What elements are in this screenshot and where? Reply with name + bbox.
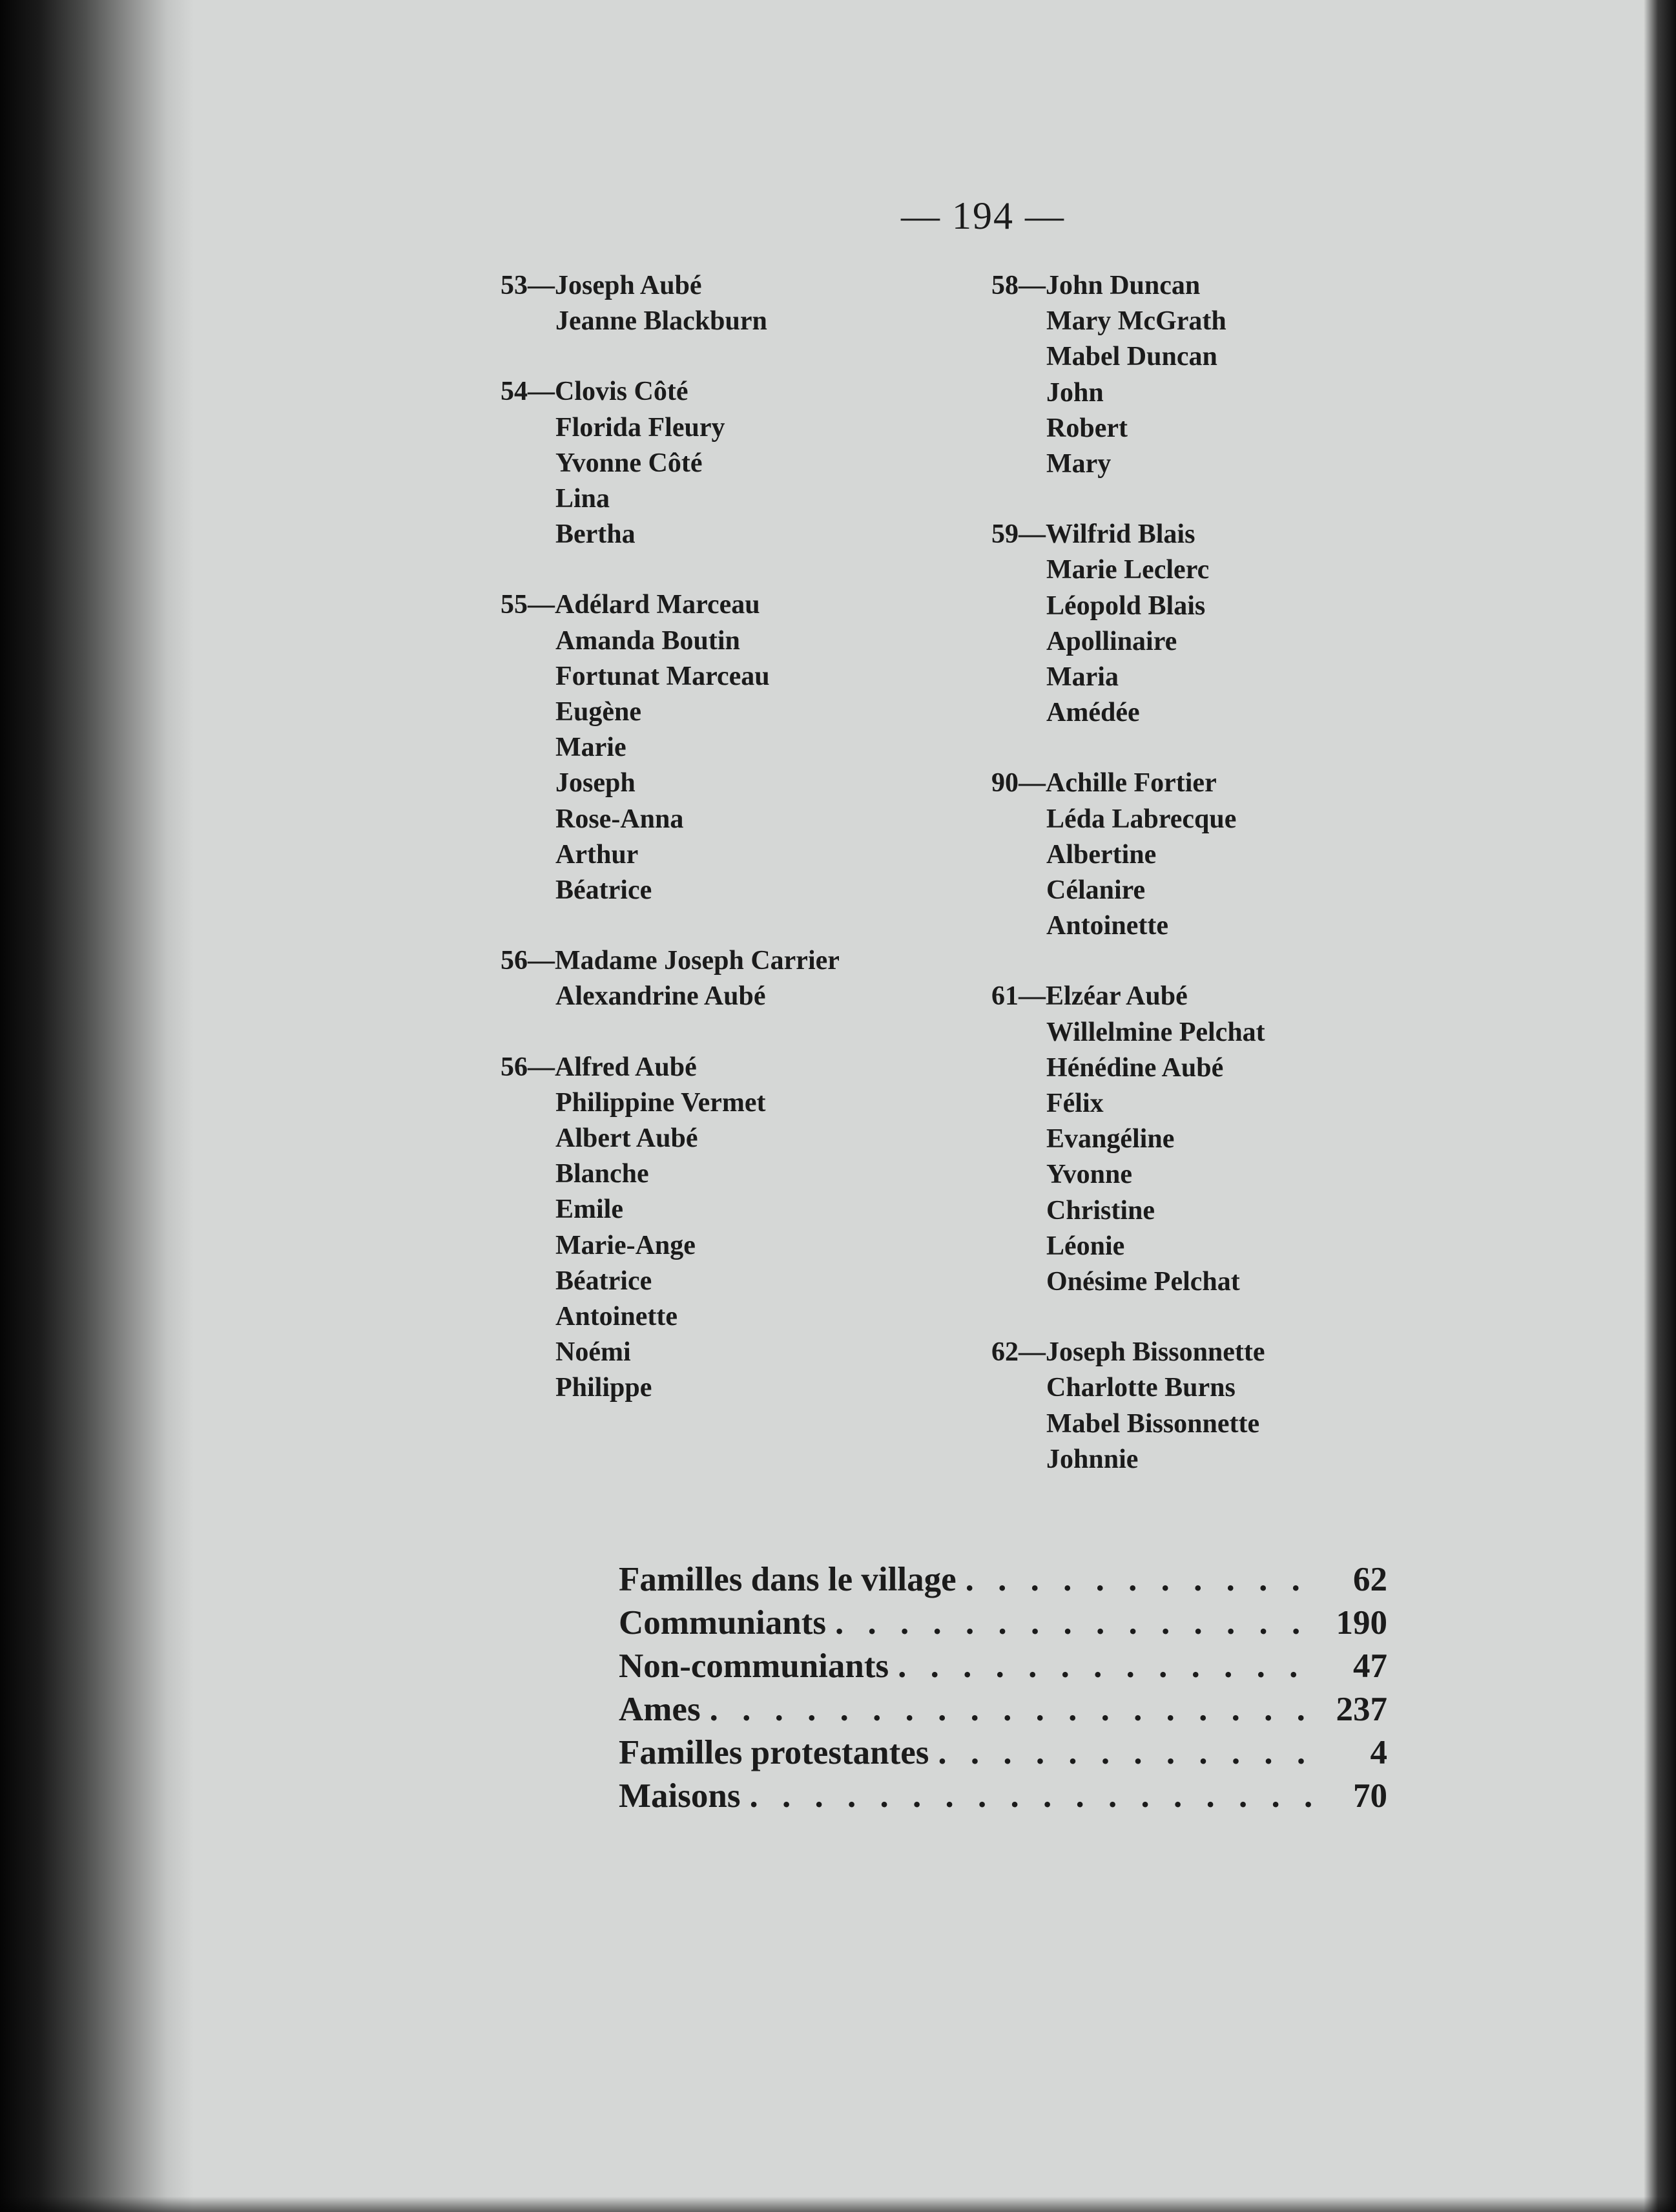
leader-dots: [701, 1690, 1323, 1729]
summary-label: Maisons: [619, 1777, 741, 1815]
family-member-name: Marie Leclerc: [1046, 555, 1210, 585]
family-head-name: 62—Joseph Bissonnette: [991, 1337, 1265, 1368]
family-member-name: Philippe: [555, 1373, 652, 1403]
summary-row: [619, 1647, 1387, 1690]
family-member-name: Antoinette: [1046, 911, 1168, 941]
family-member-name: Albertine: [1046, 839, 1157, 870]
family-member-name: Béatrice: [555, 875, 652, 906]
family-member-name: Bertha: [555, 519, 636, 550]
family-member-name: Léda Labrecque: [1046, 804, 1237, 834]
summary-value: 62: [1353, 1561, 1387, 1598]
family-head-name: 54—Clovis Côté: [501, 377, 688, 407]
family-member-name: Joseph: [555, 768, 636, 798]
family-head-name: 53—Joseph Aubé: [501, 271, 702, 300]
family-member-name: Marie: [555, 733, 626, 763]
family-member-name: John: [1046, 377, 1104, 408]
family-entry: [991, 268, 1265, 482]
family-member-name: Robert: [1046, 413, 1128, 443]
summary-label: Non-communiants: [619, 1647, 889, 1685]
summary-row: [619, 1733, 1387, 1777]
summary-row: [619, 1777, 1387, 1820]
leader-dots: [740, 1777, 1323, 1815]
family-member-name: Marie-Ange: [555, 1230, 696, 1260]
family-member-name: Félix: [1046, 1089, 1104, 1119]
family-member-name: Mabel Bissonnette: [1046, 1408, 1260, 1439]
summary-value: 190: [1336, 1604, 1387, 1642]
family-member-name: Mary: [1046, 449, 1112, 479]
summary-value: 237: [1336, 1691, 1387, 1728]
family-member-name: Amanda Boutin: [555, 625, 740, 656]
family-entry: [501, 587, 840, 908]
family-member-name: Célanire: [1046, 875, 1146, 906]
summary-row: [619, 1603, 1387, 1647]
family-member-name: Noémi: [555, 1337, 631, 1368]
family-entry: [991, 766, 1265, 944]
book-spine-shadow: [0, 0, 194, 2212]
page-right-edge: [1644, 0, 1676, 2212]
family-member-name: Apollinaire: [1046, 626, 1177, 656]
family-member-name: Mary McGrath: [1046, 306, 1226, 337]
family-member-name: Johnnie: [1046, 1444, 1139, 1474]
family-member-name: Alexandrine Aubé: [555, 981, 766, 1012]
family-member-name: Léopold Blais: [1046, 590, 1206, 621]
summary-label: Familles dans le village: [619, 1561, 957, 1598]
family-member-name: Florida Fleury: [555, 412, 725, 443]
family-member-name: Blanche: [555, 1159, 649, 1189]
family-head-name: 61—Elzéar Aubé: [991, 981, 1188, 1012]
family-head-name: 90—Achille Fortier: [991, 768, 1217, 798]
family-entry: [501, 268, 840, 339]
family-member-name: Yvonne: [1046, 1160, 1133, 1190]
family-head-name: 59—Wilfrid Blais: [991, 519, 1195, 550]
summary-row: [619, 1560, 1387, 1603]
family-member-name: Hénédine Aubé: [1046, 1052, 1224, 1083]
family-member-name: Mabel Duncan: [1046, 342, 1217, 372]
family-member-name: Albert Aubé: [555, 1123, 698, 1154]
family-member-name: Eugène: [555, 697, 642, 727]
family-entry: [991, 517, 1265, 731]
family-entry: [501, 374, 840, 552]
family-member-name: Charlotte Burns: [1046, 1373, 1236, 1403]
family-member-name: Emile: [555, 1195, 623, 1225]
family-member-name: Antoinette: [555, 1302, 678, 1332]
summary-label: Familles protestantes: [619, 1734, 929, 1771]
family-member-name: Léonie: [1046, 1231, 1125, 1261]
family-member-name: Rose-Anna: [555, 804, 684, 834]
family-member-name: Willelmine Pelchat: [1046, 1017, 1265, 1047]
leader-dots: [957, 1560, 1323, 1599]
leader-dots: [826, 1603, 1323, 1642]
family-member-name: Maria: [1046, 662, 1119, 693]
family-member-name: Lina: [555, 484, 610, 514]
family-head-name: 56—Alfred Aubé: [501, 1052, 697, 1082]
page-bottom-edge: [0, 2196, 1676, 2212]
family-member-name: Christine: [1046, 1195, 1155, 1226]
family-member-name: Jeanne Blackburn: [555, 306, 767, 337]
leader-dots: [889, 1647, 1323, 1685]
village-summary-table: [619, 1560, 1387, 1820]
family-head-name: 56—Madame Joseph Carrier: [501, 946, 840, 976]
family-member-name: Yvonne Côté: [555, 448, 703, 478]
family-member-name: Amédée: [1046, 698, 1140, 728]
family-entry: [501, 1050, 840, 1406]
family-member-name: Fortunat Marceau: [555, 661, 770, 691]
family-member-name: Arthur: [555, 839, 639, 870]
family-entry: [991, 979, 1265, 1300]
family-member-name: Béatrice: [555, 1266, 652, 1296]
family-entry: [501, 943, 840, 1014]
summary-value: 4: [1370, 1734, 1387, 1771]
summary-label: Communiants: [619, 1604, 827, 1642]
family-member-name: Onésime Pelchat: [1046, 1267, 1240, 1297]
summary-label: Ames: [619, 1691, 701, 1728]
page-number: — 194 —: [901, 194, 1065, 237]
summary-value: 47: [1353, 1647, 1387, 1685]
family-member-name: Evangéline: [1046, 1124, 1175, 1154]
family-entry: [991, 1335, 1265, 1477]
family-head-name: 55—Adélard Marceau: [501, 590, 760, 620]
family-list-left-column: [501, 268, 840, 1441]
family-head-name: 58—John Duncan: [991, 271, 1201, 300]
family-list-right-column: [991, 268, 1265, 1512]
summary-row: [619, 1690, 1387, 1733]
leader-dots: [929, 1733, 1323, 1772]
family-member-name: Philippine Vermet: [555, 1087, 766, 1118]
summary-value: 70: [1353, 1777, 1387, 1815]
